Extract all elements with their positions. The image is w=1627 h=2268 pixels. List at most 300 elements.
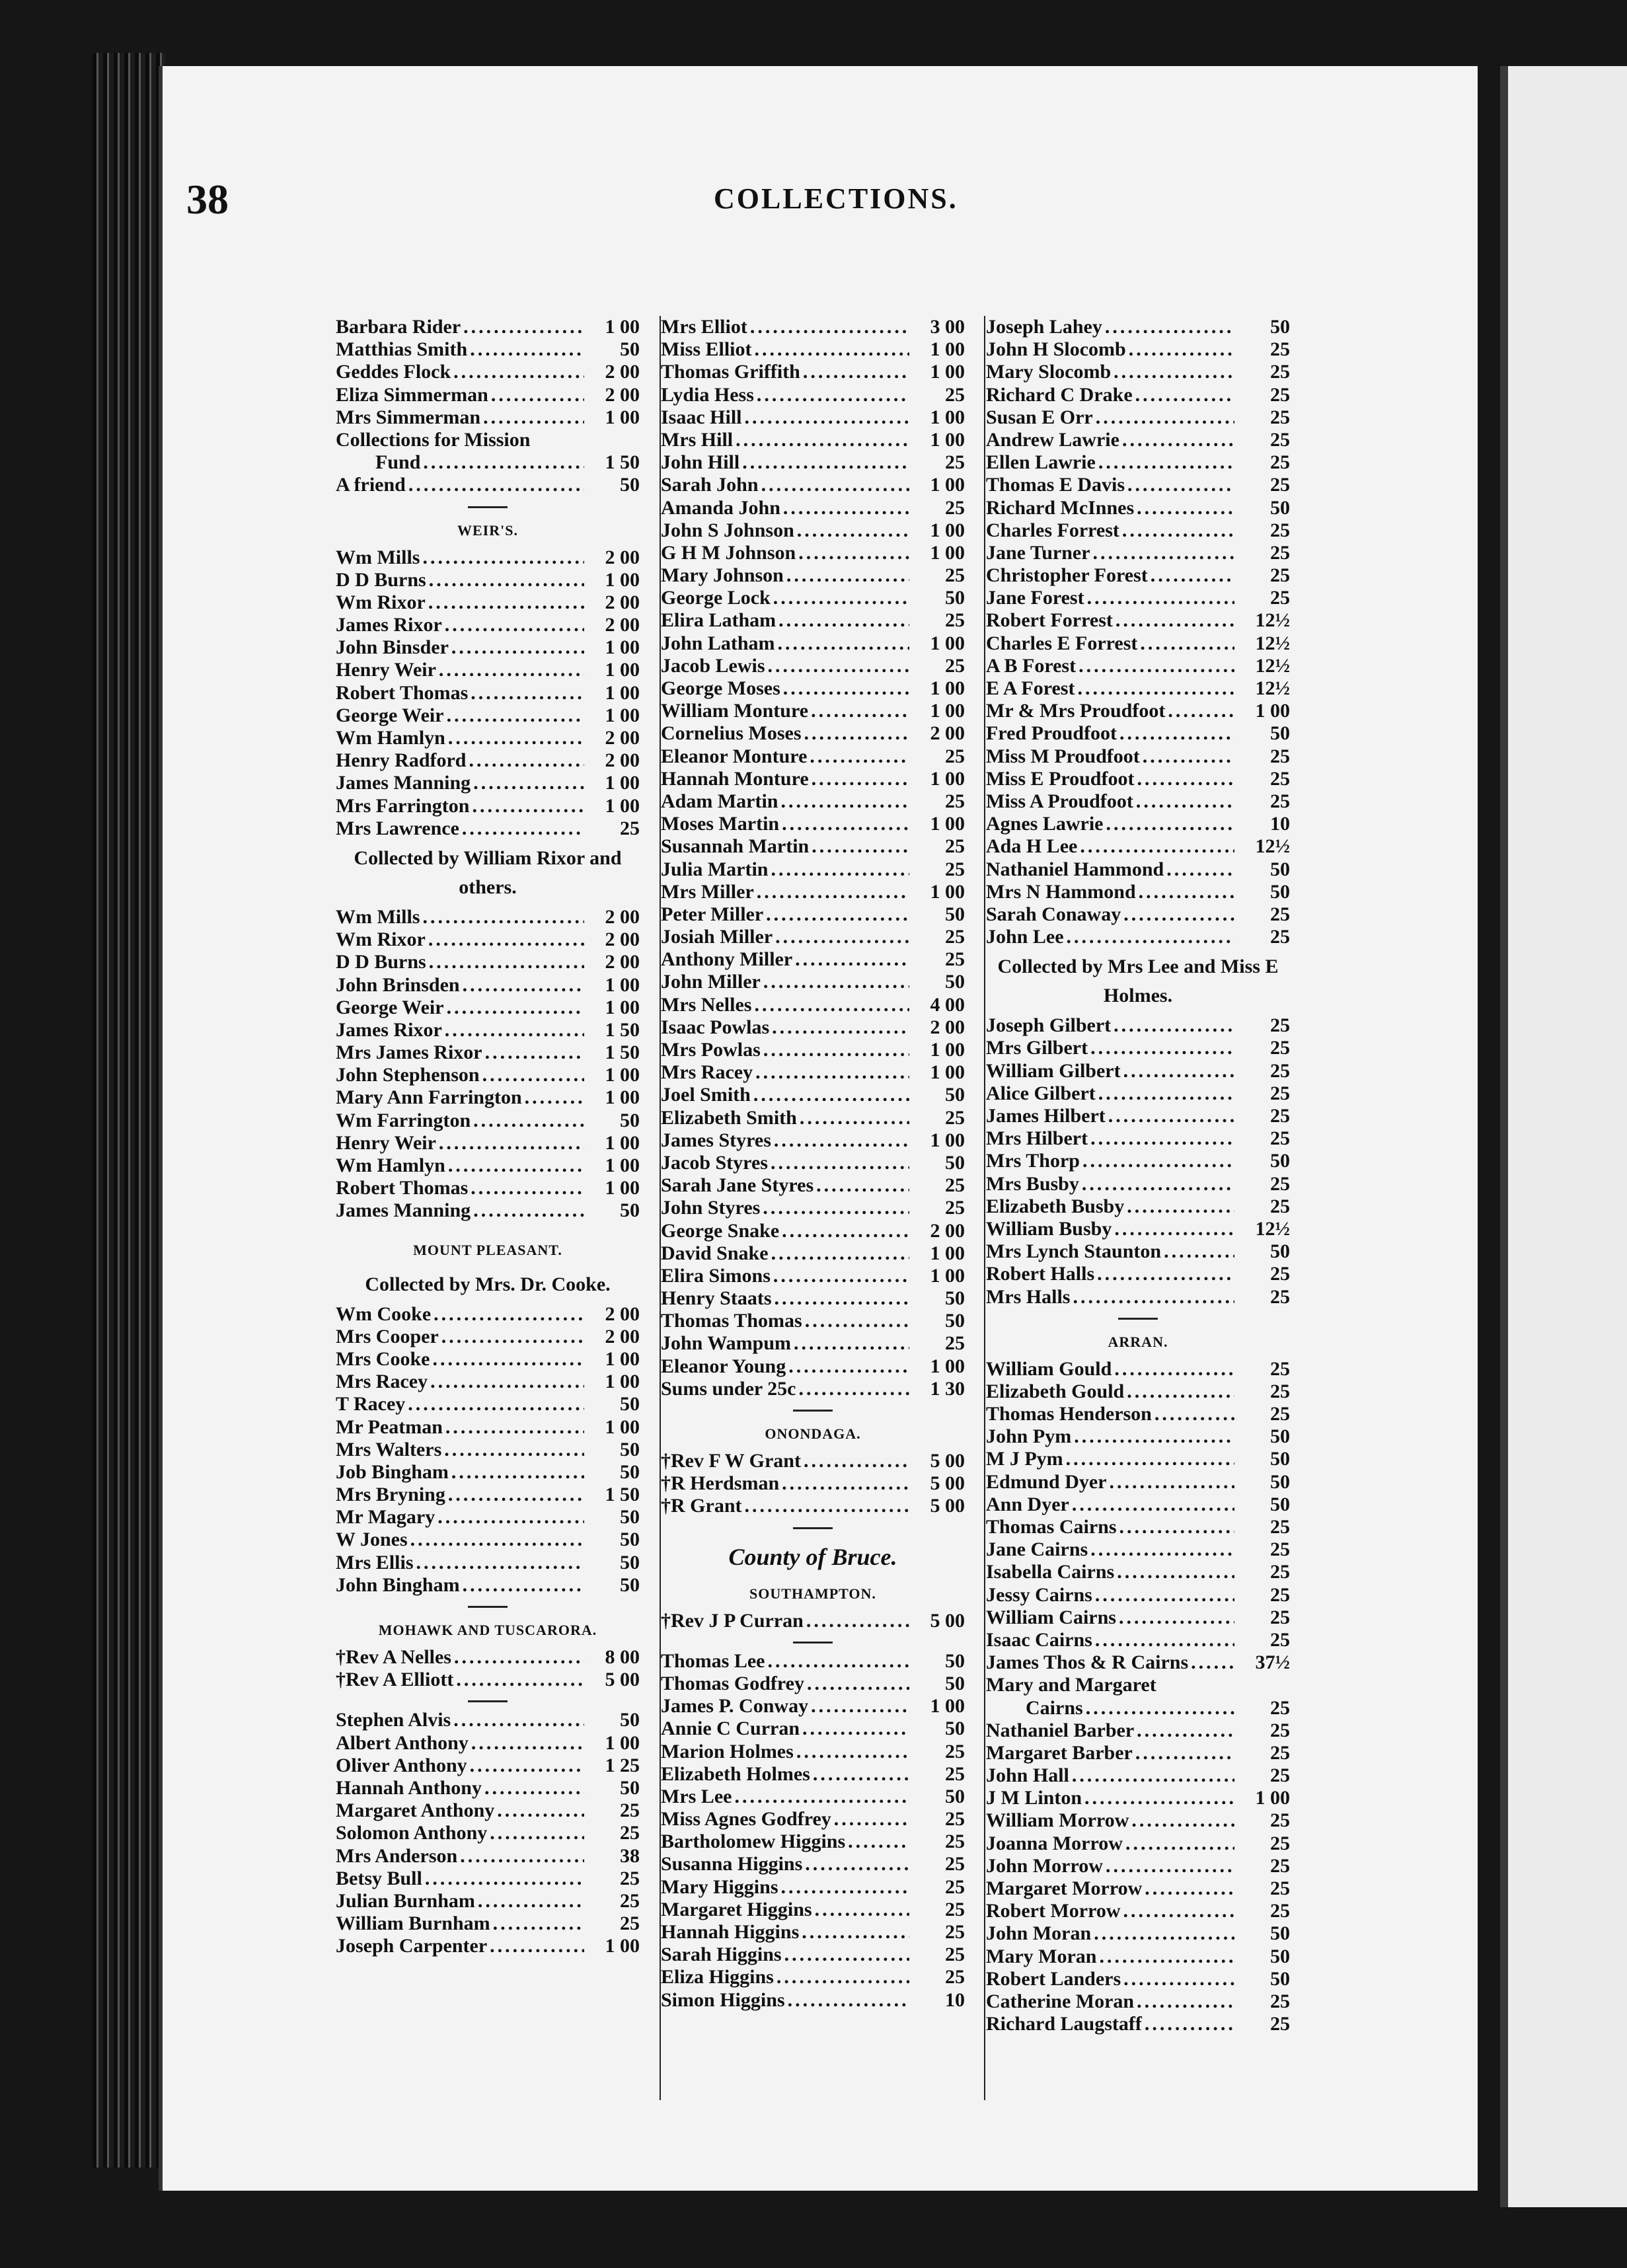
entry-amount: 50 <box>620 1109 640 1131</box>
list-item <box>661 1061 965 1084</box>
list-item <box>336 974 640 997</box>
section-rule <box>793 1410 833 1412</box>
entry-amount: 12½ <box>1255 609 1290 632</box>
dot-leader <box>485 1041 584 1064</box>
list-item <box>336 1484 640 1506</box>
entry-amount: 50 <box>620 1551 640 1573</box>
dot-leader <box>1106 1855 1234 1877</box>
entry-amount: 1 00 <box>930 519 965 541</box>
entry-amount: 25 <box>1270 1900 1290 1922</box>
list-item <box>336 1132 640 1154</box>
entry-amount: 50 <box>620 1199 640 1222</box>
entry-name: Joel Smith <box>661 1084 751 1106</box>
entry-list <box>336 1303 640 1597</box>
dot-leader <box>788 1355 909 1378</box>
entry-amount: 25 <box>620 1867 640 1889</box>
entry-name: Jacob Lewis <box>661 654 765 677</box>
dot-leader <box>786 564 909 587</box>
list-item <box>336 704 640 727</box>
list-item <box>336 1646 640 1669</box>
dot-leader <box>804 1450 909 1472</box>
dot-leader <box>472 795 584 817</box>
entry-name: George Weir <box>336 996 444 1018</box>
entry-name: M J Pym <box>986 1448 1063 1470</box>
entry-name: Mr & Mrs Proudfoot <box>986 700 1166 722</box>
entry-name: Margaret Anthony <box>336 1799 495 1822</box>
entry-name: Thomas Cairns <box>986 1516 1117 1538</box>
dot-leader <box>763 1197 909 1219</box>
list-item <box>986 1425 1290 1448</box>
list-item <box>986 1990 1290 2013</box>
list-item <box>661 1741 965 1763</box>
entry-list <box>986 316 1290 948</box>
entry-name: Adam Martin <box>661 790 778 812</box>
dot-leader <box>453 361 584 383</box>
dot-leader <box>471 1177 584 1199</box>
list-item <box>661 1808 965 1831</box>
entry-amount: 25 <box>1270 1037 1290 1059</box>
dot-leader <box>1084 1787 1234 1809</box>
list-item <box>986 2013 1290 2035</box>
entry-name: Hannah Monture <box>661 767 809 790</box>
dot-leader <box>445 614 584 636</box>
entry-amount: 25 <box>1270 1172 1290 1195</box>
dot-leader <box>1095 1584 1234 1606</box>
dot-leader <box>460 1845 584 1868</box>
list-item <box>986 745 1290 768</box>
dot-leader <box>432 1348 584 1371</box>
list-item <box>661 722 965 745</box>
dot-leader <box>490 1822 584 1844</box>
entry-amount: 1 00 <box>605 659 640 681</box>
list-item <box>986 881 1290 903</box>
dot-leader <box>439 1132 584 1154</box>
dot-leader <box>768 655 910 677</box>
dot-leader <box>750 316 909 338</box>
entry-name: Mrs Lawrence <box>336 817 459 839</box>
entry-name: William Gould <box>986 1357 1112 1380</box>
entry-name: †Rev A Elliott <box>336 1669 454 1691</box>
entry-amount: 50 <box>620 1529 640 1551</box>
entry-amount: 1 50 <box>605 1041 640 1064</box>
dot-leader <box>453 1709 584 1731</box>
entry-name: John Latham <box>661 632 775 654</box>
dot-leader <box>1119 1516 1234 1538</box>
dot-leader <box>1114 361 1234 383</box>
list-item <box>336 1890 640 1912</box>
dot-leader <box>423 547 585 569</box>
dot-leader <box>1114 1358 1234 1380</box>
entry-amount: 25 <box>1270 1380 1290 1402</box>
dot-leader <box>768 1650 910 1673</box>
list-item <box>661 338 965 361</box>
entry-name: Solomon Anthony <box>336 1822 488 1844</box>
list-item <box>336 928 640 951</box>
list-item <box>661 1378 965 1400</box>
list-item <box>336 749 640 772</box>
entry-name: Mrs Hilbert <box>986 1127 1088 1150</box>
dot-leader <box>1123 1968 1234 1990</box>
dot-leader <box>470 338 584 361</box>
entry-name: John Hill <box>661 451 740 474</box>
list-item <box>661 903 965 926</box>
dot-leader <box>780 790 909 813</box>
dot-leader <box>753 1084 909 1106</box>
dot-leader <box>463 974 584 997</box>
entry-name: Charles Forrest <box>986 519 1119 541</box>
entry-name: Mrs Hill <box>661 428 734 451</box>
list-item <box>661 1129 965 1152</box>
dot-leader <box>490 1935 584 1957</box>
dot-leader <box>813 1763 909 1786</box>
list-item <box>986 519 1290 542</box>
entry-name: Joseph Lahey <box>986 316 1102 338</box>
dot-leader <box>1067 926 1234 948</box>
entry-amount: 2 00 <box>605 727 640 749</box>
entry-amount: 25 <box>1270 338 1290 361</box>
entry-amount: 25 <box>1270 1105 1290 1127</box>
list-item <box>661 1152 965 1174</box>
entry-name: Isabella Cairns <box>986 1561 1115 1583</box>
dot-leader <box>441 1326 584 1348</box>
entry-name: James Hilbert <box>986 1105 1106 1127</box>
entry-amount: 1 00 <box>930 677 965 699</box>
list-item <box>336 1393 640 1416</box>
list-item <box>336 1912 640 1935</box>
entry-amount: 25 <box>1270 1357 1290 1380</box>
entry-name: John Bingham <box>336 1573 460 1596</box>
entry-amount: 50 <box>1270 1922 1290 1945</box>
dot-leader <box>470 1755 584 1777</box>
list-item <box>336 1326 640 1348</box>
list-item <box>336 1439 640 1461</box>
entry-name: James Manning <box>336 1199 471 1222</box>
list-item <box>986 632 1290 655</box>
entry-name: Marion Holmes <box>661 1740 794 1762</box>
entry-amount: 5 00 <box>930 1609 965 1632</box>
entry-name: Mrs Thorp <box>986 1150 1080 1172</box>
entry-name: D D Burns <box>336 951 426 973</box>
entry-name: Margaret Barber <box>986 1741 1133 1764</box>
list-item <box>661 1472 965 1495</box>
dot-leader <box>525 1086 584 1109</box>
entry-name: Mrs Racey <box>336 1371 428 1393</box>
entry-amount: 25 <box>945 1197 965 1219</box>
entry-name: Richard C Drake <box>986 383 1133 406</box>
entry-name: Mrs Gilbert <box>986 1037 1088 1059</box>
list-item <box>336 997 640 1019</box>
list-item <box>336 1348 640 1371</box>
entry-name: Margaret Morrow <box>986 1877 1143 1899</box>
list-item <box>336 591 640 614</box>
list-item <box>661 1718 965 1740</box>
entry-name: Mr Magary <box>336 1506 435 1529</box>
column-1 <box>336 316 640 1957</box>
list-item <box>986 1286 1290 1308</box>
list-item <box>661 1944 965 1966</box>
entry-amount: 1 00 <box>605 996 640 1018</box>
dot-leader <box>425 1868 584 1890</box>
entry-amount: 25 <box>1270 1854 1290 1877</box>
dot-leader <box>473 1110 584 1132</box>
entry-name: Elizabeth Smith <box>661 1106 797 1129</box>
entry-amount: 50 <box>945 1287 965 1310</box>
dot-leader <box>1082 1150 1234 1172</box>
dot-leader <box>834 1808 909 1831</box>
section-title: SOUTHAMPTON. <box>749 1585 876 1602</box>
list-item <box>986 1014 1290 1037</box>
entry-amount: 2 00 <box>605 1325 640 1347</box>
dot-leader <box>473 772 584 794</box>
list-item <box>336 1799 640 1822</box>
entry-amount: 1 50 <box>605 1484 640 1506</box>
entry-amount: 25 <box>945 790 965 812</box>
entry-name: Sarah Higgins <box>661 1944 782 1966</box>
list-item <box>661 926 965 948</box>
entry-name: George Weir <box>336 704 444 726</box>
list-item <box>986 858 1290 881</box>
page-header <box>0 175 1627 261</box>
dot-leader <box>416 1552 585 1574</box>
entry-name: Mrs Powlas <box>661 1039 761 1061</box>
entry-amount: 12½ <box>1255 835 1290 858</box>
entry-amount: 25 <box>1270 1809 1290 1832</box>
entry-amount: 1 00 <box>605 1177 640 1199</box>
list-item <box>336 1371 640 1393</box>
entry-amount: 50 <box>1270 496 1290 519</box>
entry-amount: 25 <box>945 1944 965 1966</box>
entry-amount: 38 <box>620 1844 640 1867</box>
entry-name: Lydia Hess <box>661 383 754 406</box>
entry-amount: 1 00 <box>605 1064 640 1086</box>
entry-name: W Jones <box>336 1529 408 1551</box>
section-rule <box>793 1527 833 1529</box>
list-item <box>986 1968 1290 1990</box>
entry-amount: 12½ <box>1255 632 1290 654</box>
entry-name: Elira Simons <box>661 1264 771 1287</box>
entry-amount: 25 <box>1270 1990 1290 2012</box>
section-title: MOUNT PLEASANT. <box>413 1241 562 1258</box>
list-item <box>336 1574 640 1597</box>
dot-leader <box>469 749 585 772</box>
entry-name: John Stephenson <box>336 1064 480 1086</box>
entry-name: Margaret Higgins <box>661 1898 812 1920</box>
dot-leader <box>811 1695 909 1718</box>
dot-leader <box>1122 519 1234 542</box>
dot-leader <box>778 609 909 632</box>
dot-leader <box>1096 406 1234 429</box>
list-item <box>336 338 640 361</box>
entry-name: Wm Hamlyn <box>336 1154 445 1176</box>
dot-leader <box>1094 1922 1234 1945</box>
dot-leader <box>774 1129 909 1152</box>
entry-name: Wm Hamlyn <box>336 727 445 749</box>
entry-name: John S Johnson <box>661 519 794 541</box>
dot-leader <box>1098 451 1234 474</box>
entry-amount: 10 <box>1270 813 1290 835</box>
list-item <box>661 1495 965 1517</box>
entry-name: A B Forest <box>986 654 1077 677</box>
dot-leader <box>745 406 909 429</box>
entry-name: Henry Weir <box>336 659 436 681</box>
entry-name: Mrs Walters <box>336 1438 442 1460</box>
dot-leader <box>1097 1263 1234 1285</box>
dot-leader <box>410 1529 584 1551</box>
entry-name: Miss A Proudfoot <box>986 790 1133 812</box>
list-item <box>336 817 640 840</box>
entry-amount: 1 00 <box>1255 1787 1290 1809</box>
entry-name: †R Herdsman <box>661 1472 780 1495</box>
list-item <box>661 564 965 587</box>
entry-name: James Manning <box>336 772 471 794</box>
entry-name: Susanna Higgins <box>661 1853 803 1875</box>
dot-leader <box>805 1853 909 1875</box>
dot-leader <box>795 948 909 971</box>
entry-name: Mrs Cooke <box>336 1347 430 1370</box>
list-item <box>661 1695 965 1718</box>
dot-leader <box>482 1064 584 1086</box>
list-item <box>336 1868 640 1890</box>
entry-amount: 2 00 <box>605 749 640 772</box>
entry-name: †R Grant <box>661 1495 742 1517</box>
list-item <box>661 587 965 609</box>
dot-leader <box>1166 858 1234 881</box>
entry-amount: 1 00 <box>605 1731 640 1754</box>
list-item <box>986 1448 1290 1470</box>
entry-name: Thomas Thomas <box>661 1310 802 1332</box>
list-item <box>661 1450 965 1472</box>
entry-amount: 12½ <box>1255 1217 1290 1240</box>
entry-amount: 50 <box>945 1084 965 1106</box>
entry-amount: 1 00 <box>930 1061 965 1084</box>
dot-leader <box>1106 813 1234 835</box>
entry-amount: 25 <box>620 1799 640 1822</box>
entry-amount: 50 <box>1270 1493 1290 1515</box>
entry-name: David Snake <box>661 1242 769 1264</box>
entry-name: Mr Peatman <box>336 1416 443 1438</box>
dot-leader <box>448 727 584 749</box>
dot-leader <box>766 903 909 926</box>
entry-amount: 1 00 <box>605 406 640 428</box>
entry-amount: 1 00 <box>930 1264 965 1287</box>
entry-amount: 50 <box>620 1460 640 1483</box>
entry-amount: 25 <box>945 948 965 971</box>
list-item <box>986 835 1290 858</box>
dot-leader <box>783 677 909 700</box>
entry-name: Mrs Lynch Staunton <box>986 1240 1162 1263</box>
entry-name: Miss M Proudfoot <box>986 745 1140 767</box>
entry-list <box>986 1358 1290 1675</box>
list-item <box>336 1154 640 1177</box>
list-item <box>661 994 965 1016</box>
entry-amount: 1 00 <box>930 406 965 428</box>
entry-amount: 25 <box>620 1889 640 1912</box>
list-item <box>661 1332 965 1355</box>
entry-name: Nathaniel Hammond <box>986 858 1164 880</box>
dot-leader <box>1074 1425 1234 1448</box>
entry-name: A friend <box>336 474 406 496</box>
list-item <box>986 700 1290 722</box>
dot-leader <box>1129 338 1234 361</box>
entry-amount: 25 <box>1270 1832 1290 1854</box>
entry-amount: 1 00 <box>605 1154 640 1176</box>
entry-amount: 25 <box>1270 474 1290 496</box>
list-item <box>986 1218 1290 1240</box>
entry-name: Wm Cooke <box>336 1303 432 1325</box>
entry-amount: 25 <box>1270 1583 1290 1606</box>
entry-name: Henry Radford <box>336 749 467 772</box>
list-item <box>661 1989 965 2012</box>
list-item <box>986 1516 1290 1538</box>
entry-list <box>336 906 640 1223</box>
list-item <box>986 1833 1290 1855</box>
entry-name: Jane Cairns <box>986 1538 1088 1561</box>
entry-amount: 50 <box>620 1776 640 1799</box>
entry-name: William Burnham <box>336 1912 490 1935</box>
dot-leader <box>754 994 909 1016</box>
dot-leader <box>1123 903 1234 926</box>
dot-leader <box>1078 655 1234 677</box>
dot-leader <box>1093 542 1234 564</box>
list-item <box>661 474 965 496</box>
dot-leader <box>798 542 909 564</box>
entry-name: Fred Proudfoot <box>986 722 1117 745</box>
dot-leader <box>451 1461 584 1484</box>
dot-leader <box>1139 881 1234 903</box>
entry-name: Eliza Higgins <box>661 1966 774 1988</box>
list-item <box>986 338 1290 361</box>
dot-leader <box>1127 1380 1234 1403</box>
dot-leader <box>456 1669 584 1691</box>
dot-leader <box>445 1416 584 1439</box>
list-item <box>661 1107 965 1129</box>
dot-leader <box>763 971 909 993</box>
dot-leader <box>782 1472 909 1495</box>
list-item <box>661 1355 965 1378</box>
entry-amount: 50 <box>620 1573 640 1596</box>
entry-name: Simon Higgins <box>661 1988 785 2011</box>
entry-amount: 25 <box>1270 564 1290 587</box>
entry-name: Thomas Godfrey <box>661 1672 804 1694</box>
dot-leader <box>1137 1720 1234 1742</box>
entry-amount: 25 <box>1270 1538 1290 1561</box>
entry-name: Ann Dyer <box>986 1493 1069 1515</box>
dot-leader <box>775 926 909 948</box>
entry-amount: 50 <box>945 1718 965 1740</box>
list-item <box>336 795 640 817</box>
entry-name: James Thos & R Cairns <box>986 1651 1189 1674</box>
list-item <box>661 1921 965 1944</box>
entry-amount: 50 <box>620 338 640 361</box>
list-item <box>661 1016 965 1039</box>
dot-leader <box>451 636 584 659</box>
list-item <box>661 429 965 451</box>
list-item <box>336 1845 640 1868</box>
list-item <box>986 609 1290 632</box>
entry-amount: 2 00 <box>605 591 640 613</box>
entry-name: Charles E Forrest <box>986 632 1138 654</box>
entry-name: Henry Staats <box>661 1287 772 1310</box>
list-item <box>986 1787 1290 1809</box>
column-divider <box>984 316 985 2100</box>
dot-leader <box>848 1831 909 1853</box>
entry-list <box>661 316 965 1400</box>
section-rule <box>468 1606 508 1608</box>
entry-amount: 25 <box>1270 1719 1290 1741</box>
entry-name: Betsy Bull <box>336 1867 422 1889</box>
entry-amount: 25 <box>1270 428 1290 451</box>
dot-leader <box>1140 632 1234 655</box>
